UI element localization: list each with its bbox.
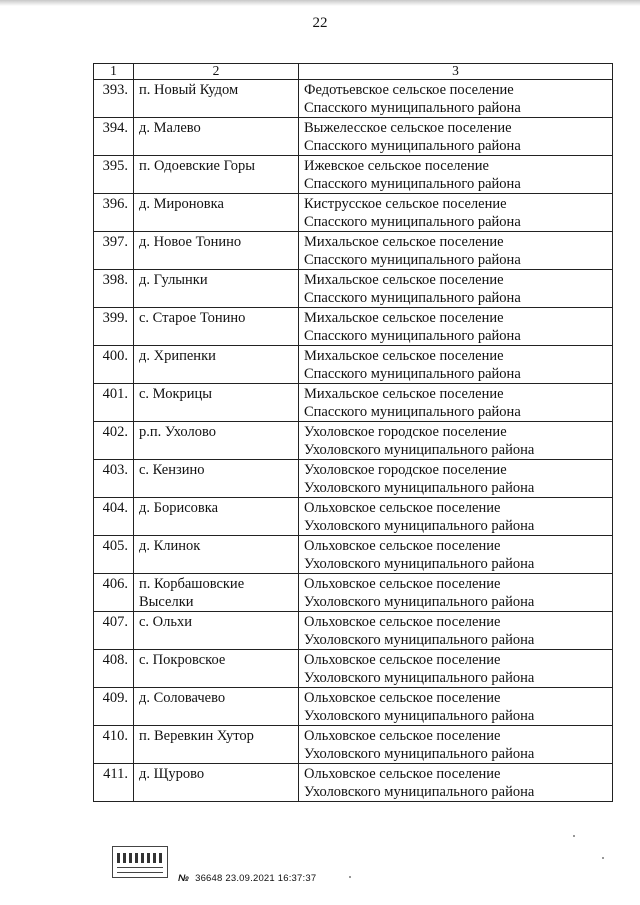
place-name: д. Соловачево — [134, 688, 299, 726]
settlement-cell — [299, 612, 613, 650]
scan-speck — [349, 876, 351, 878]
settlement-name: Ольховское сельское поселение — [304, 652, 501, 668]
settlement-name: Михальское сельское поселение — [304, 348, 504, 364]
district-name: Ухоловского муниципального района — [304, 480, 535, 496]
table-row — [94, 118, 613, 156]
settlement-cell — [299, 460, 613, 498]
settlement-name: Михальское сельское поселение — [304, 386, 504, 402]
scan-edge-shadow — [0, 0, 640, 6]
settlement-name: Ижевское сельское поселение — [304, 158, 489, 174]
row-number: 400. — [94, 346, 134, 384]
table-row — [94, 536, 613, 574]
table-header-row — [94, 64, 613, 80]
table-row — [94, 612, 613, 650]
table-row — [94, 194, 613, 232]
table-row — [94, 764, 613, 802]
settlement-name: Ухоловское городское поселение — [304, 424, 507, 440]
settlement-name: Михальское сельское поселение — [304, 272, 504, 288]
place-name: д. Малево — [134, 118, 299, 156]
place-name: д. Новое Тонино — [134, 232, 299, 270]
table-row — [94, 650, 613, 688]
row-number: 402. — [94, 422, 134, 460]
row-number: 404. — [94, 498, 134, 536]
row-number: 411. — [94, 764, 134, 802]
place-name: с. Старое Тонино — [134, 308, 299, 346]
column-header-number: 1 — [94, 64, 134, 80]
settlement-cell — [299, 422, 613, 460]
place-name: п. Корбашовские Выселки — [134, 574, 299, 612]
district-name: Ухоловского муниципального района — [304, 556, 535, 572]
district-name: Ухоловского муниципального района — [304, 670, 535, 686]
place-name: д. Клинок — [134, 536, 299, 574]
settlement-name: Ольховское сельское поселение — [304, 728, 501, 744]
registration-number-date: 36648 23.09.2021 16:37:37 — [195, 873, 317, 884]
scan-speck — [573, 835, 575, 837]
place-name: п. Новый Кудом — [134, 80, 299, 118]
settlement-cell — [299, 308, 613, 346]
table-row — [94, 498, 613, 536]
place-name: с. Кензино — [134, 460, 299, 498]
district-name: Спасского муниципального района — [304, 252, 521, 268]
settlement-cell — [299, 346, 613, 384]
page-number: 22 — [312, 15, 328, 31]
place-name: с. Покровское — [134, 650, 299, 688]
district-name: Ухоловского муниципального района — [304, 594, 535, 610]
settlement-cell — [299, 764, 613, 802]
place-name: д. Борисовка — [134, 498, 299, 536]
settlement-cell — [299, 80, 613, 118]
table-row — [94, 384, 613, 422]
place-name: с. Ольхи — [134, 612, 299, 650]
settlement-cell — [299, 270, 613, 308]
table-row — [94, 346, 613, 384]
settlement-name: Михальское сельское поселение — [304, 310, 504, 326]
table-row — [94, 726, 613, 764]
settlement-cell — [299, 726, 613, 764]
row-number: 393. — [94, 80, 134, 118]
table-row — [94, 80, 613, 118]
district-name: Ухоловского муниципального района — [304, 518, 535, 534]
place-name: п. Одоевские Горы — [134, 156, 299, 194]
table-row — [94, 460, 613, 498]
table-row — [94, 270, 613, 308]
district-name: Спасского муниципального района — [304, 366, 521, 382]
settlement-cell — [299, 650, 613, 688]
row-number: 399. — [94, 308, 134, 346]
place-name: д. Хрипенки — [134, 346, 299, 384]
district-name: Спасского муниципального района — [304, 176, 521, 192]
settlement-name: Ольховское сельское поселение — [304, 690, 501, 706]
district-name: Спасского муниципального района — [304, 404, 521, 420]
settlement-name: Ольховское сельское поселение — [304, 500, 501, 516]
row-number: 397. — [94, 232, 134, 270]
settlement-cell — [299, 156, 613, 194]
place-name: д. Гулынки — [134, 270, 299, 308]
settlement-table — [93, 63, 613, 802]
row-number: 405. — [94, 536, 134, 574]
row-number: 406. — [94, 574, 134, 612]
district-name: Ухоловского муниципального района — [304, 442, 535, 458]
settlement-cell — [299, 384, 613, 422]
scan-speck — [602, 857, 604, 859]
settlement-name: Ольховское сельское поселение — [304, 614, 501, 630]
settlement-cell — [299, 118, 613, 156]
district-name: Ухоловского муниципального района — [304, 784, 535, 800]
place-name: п. Веревкин Хутор — [134, 726, 299, 764]
row-number: 410. — [94, 726, 134, 764]
settlement-cell — [299, 194, 613, 232]
row-number: 396. — [94, 194, 134, 232]
row-number: 395. — [94, 156, 134, 194]
settlement-name: Ольховское сельское поселение — [304, 538, 501, 554]
row-number: 403. — [94, 460, 134, 498]
district-name: Спасского муниципального района — [304, 138, 521, 154]
settlement-name: Ухоловское городское поселение — [304, 462, 507, 478]
document-registration-stamp — [178, 873, 316, 884]
settlement-cell — [299, 498, 613, 536]
table-row — [94, 232, 613, 270]
table-row — [94, 422, 613, 460]
place-name: д. Мироновка — [134, 194, 299, 232]
settlement-cell — [299, 688, 613, 726]
number-sign: № — [178, 873, 190, 884]
district-name: Спасского муниципального района — [304, 328, 521, 344]
table-row — [94, 574, 613, 612]
settlement-name: Ольховское сельское поселение — [304, 576, 501, 592]
column-header-place: 2 — [134, 64, 299, 80]
district-name: Спасского муниципального района — [304, 214, 521, 230]
settlement-cell — [299, 574, 613, 612]
row-number: 398. — [94, 270, 134, 308]
settlement-name: Михальское сельское поселение — [304, 234, 504, 250]
table-row — [94, 688, 613, 726]
settlement-cell — [299, 536, 613, 574]
settlement-name: Федотьевское сельское поселение — [304, 82, 514, 98]
row-number: 407. — [94, 612, 134, 650]
row-number: 408. — [94, 650, 134, 688]
column-header-settlement: 3 — [299, 64, 613, 80]
place-name: с. Мокрицы — [134, 384, 299, 422]
row-number: 394. — [94, 118, 134, 156]
row-number: 409. — [94, 688, 134, 726]
district-name: Ухоловского муниципального района — [304, 632, 535, 648]
table-row — [94, 156, 613, 194]
district-name: Спасского муниципального района — [304, 290, 521, 306]
district-name: Ухоловского муниципального района — [304, 746, 535, 762]
footer — [112, 846, 317, 884]
row-number: 401. — [94, 384, 134, 422]
settlement-name: Ольховское сельское поселение — [304, 766, 501, 782]
settlement-cell — [299, 232, 613, 270]
place-name: д. Щурово — [134, 764, 299, 802]
settlement-name: Киструсское сельское поселение — [304, 196, 507, 212]
district-name: Ухоловского муниципального района — [304, 708, 535, 724]
table-row — [94, 308, 613, 346]
settlement-name: Выжелесское сельское поселение — [304, 120, 512, 136]
emblem-stamp — [112, 846, 168, 878]
place-name: р.п. Ухолово — [134, 422, 299, 460]
district-name: Спасского муниципального района — [304, 100, 521, 116]
